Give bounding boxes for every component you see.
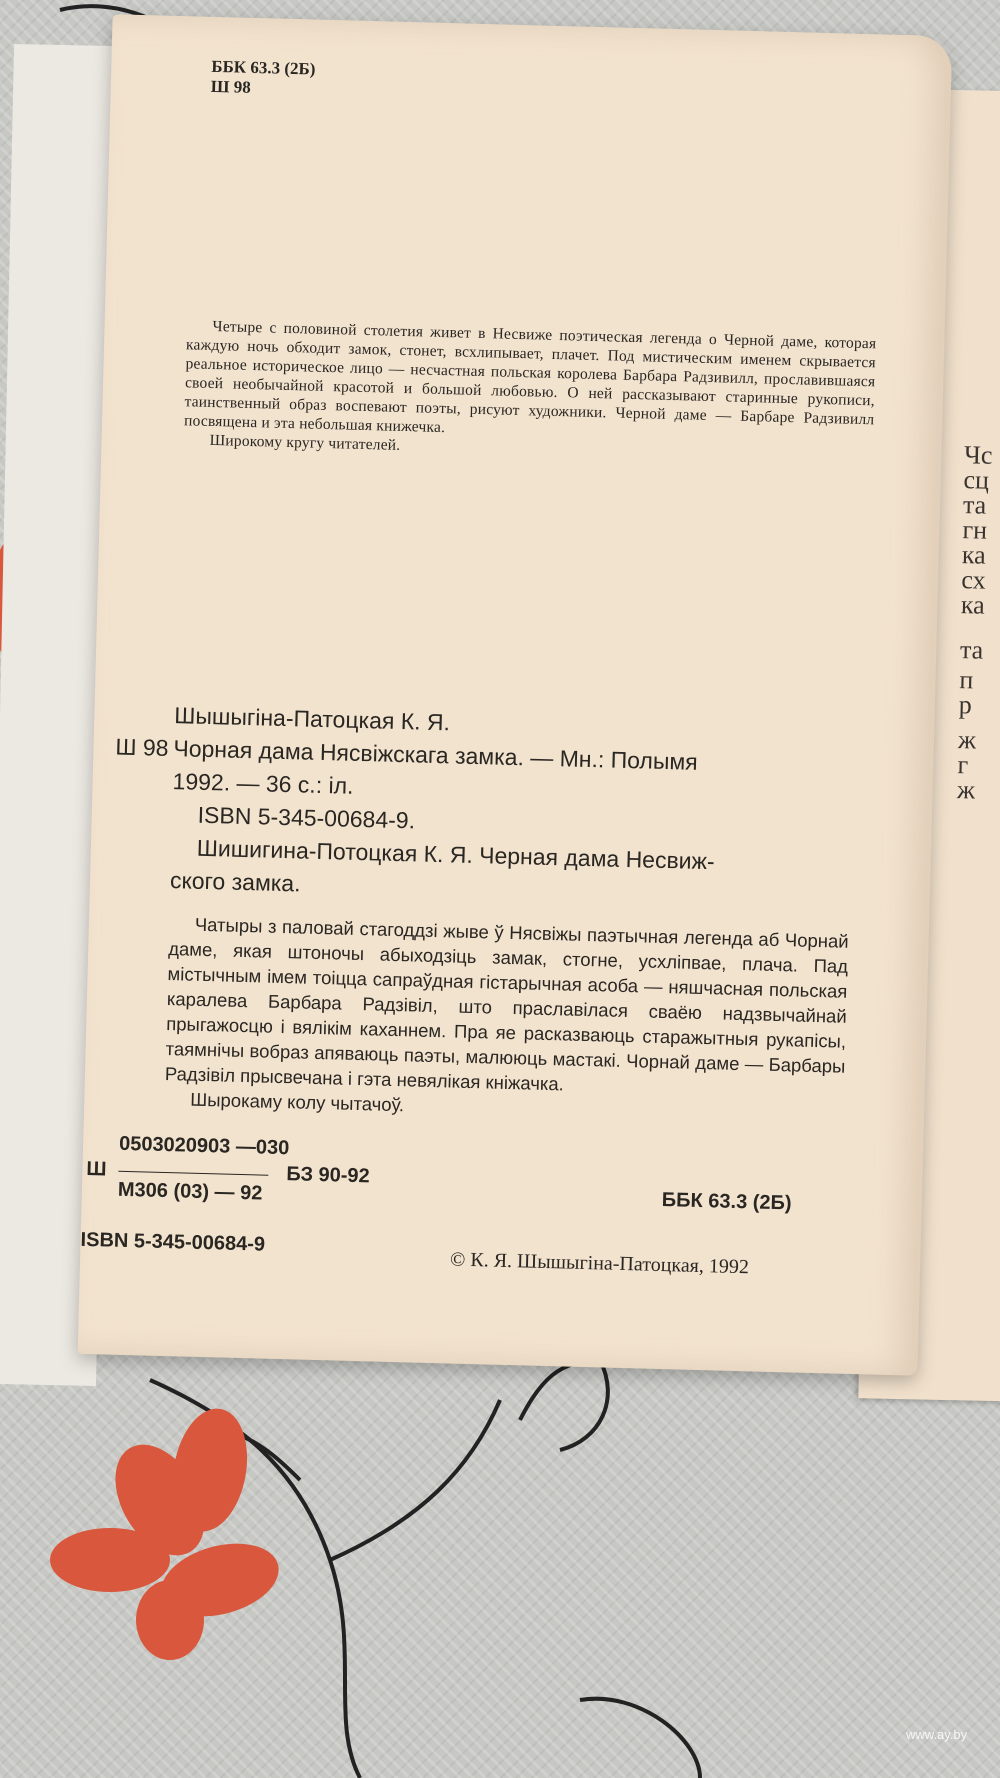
facing-page-fragment: сх [961, 565, 986, 595]
facing-page-fragment: п [959, 665, 974, 695]
book-page [78, 14, 953, 1376]
annotation-russian: Четыре с половиной столетия живет в Несвиже поэтическая легенда о Черной даме, которая каждую ночь обходит замок, стонет, всхлипывает, плачет. Под мистическим именем скрывается реальное историческое лицо — несчастная польская королева Барбара Радзивилл, прославившаяся своей необычайной красотой и большой любовью. О ней рассказывают старинные рукописи, таинственный образ воспевают поэты, рисуют художники. Черной даме — Барбаре Радзивилл посвящена и эта небольшая книжечка. Широкому кругу читателей. [183, 317, 877, 454]
bz-code: БЗ 90-92 [286, 1163, 370, 1188]
title-line: Чорная дама Нясвіжскага замка. — Мн.: Полымя [173, 735, 699, 775]
isbn-line: ISBN 5-345-00684-9. [197, 801, 416, 834]
bbk-code-top: ББК 63.3 (2Б) Ш 98 [210, 56, 316, 97]
index-numerator: 0503020903 —030 [118, 1132, 290, 1160]
facing-page-fragment: та [959, 635, 984, 665]
bbk-code-bottom: ББК 63.3 (2Б) [661, 1189, 792, 1215]
index-letter: Ш [86, 1157, 107, 1181]
annotation-belarusian: Чатыры з паловай стагоддзі жыве ў Нясвіжы паэтычная легенда аб Чорнай даме, якая штоночы абыходзіць замак, стогне, усхліпвае, плача. Пад містычным імем тоіцца сапраўдная гістарычная асоба — няшчасная польская каралева Барбара Радзівіл, што праславілася сваёю надзвычайнай прыгажосцю і вялікім каханнем. Пра яе расказваюць старажытныя рукапісы, таямнічы вобраз апяваюць паэты, малююць мастакі. Чорнай даме — Барбары Радзівіл прысвечана і гэта невялікая кніжачка. Шырокаму колу чытачоў. [164, 913, 849, 1116]
facing-page-fragment: ка [960, 590, 986, 620]
index-denominator: М306 (03) — 92 [117, 1178, 263, 1205]
facing-page-fragment: Чс [963, 440, 993, 470]
russian-title-line-1: Шишигина-Потоцкая К. Я. Черная дама Несвиж- [196, 834, 715, 875]
facing-page-fragment: ж [957, 725, 977, 755]
facing-page-fragment: та [962, 490, 987, 520]
facing-page-fragment: р [958, 690, 973, 720]
facing-page-fragment: ж [956, 775, 976, 805]
catalog-number: Ш 98 [115, 733, 169, 761]
facing-page-fragment: гн [962, 515, 988, 545]
facing-page-fragment: сц [963, 465, 990, 495]
index-fraction-rule [118, 1171, 268, 1176]
author-line: Шышыгіна-Патоцкая К. Я. [174, 702, 451, 736]
isbn-bottom: ISBN 5-345-00684-9 [80, 1228, 266, 1256]
facing-page-fragment: г [957, 750, 969, 780]
facing-page-fragment: ка [961, 540, 987, 570]
watermark: www.ay.by [906, 1727, 968, 1742]
copyright-line: © К. Я. Шышыгіна-Патоцкая, 1992 [449, 1248, 750, 1279]
imprint-line: 1992. — 36 с.: іл. [172, 768, 354, 799]
russian-title-line-2: ского замка. [169, 867, 301, 897]
